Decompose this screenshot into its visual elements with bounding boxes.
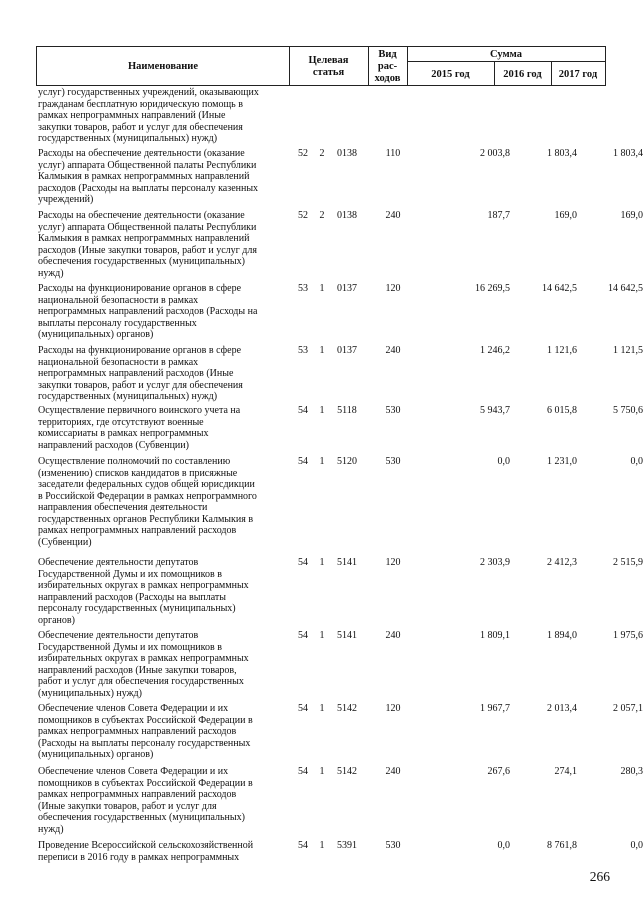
row-sum-2016: 274,1 (554, 766, 577, 777)
header-divider (289, 47, 290, 85)
header-divider (407, 61, 605, 62)
row-name: Расходы на функционирование органов в сфере национальной безопасности в рамках непрограммных направлений расходов (Расходы на выплаты персоналу государственных (муниципальных) органов) (38, 283, 258, 340)
row-expense-kind: 120 (385, 703, 401, 714)
row-name: Осуществление первичного воинского учета на территориях, где отсутствуют военные комиссариаты в рамках непрограммных направлений расходов (Субвенции) (38, 405, 241, 451)
row-expense-kind: 240 (385, 345, 401, 356)
row-sum-2017: 14 642,5 (608, 283, 643, 294)
row-sum-2016: 169,0 (554, 210, 577, 221)
header-sum: Сумма (490, 49, 522, 60)
row-sum-2017: 1 121,5 (613, 345, 643, 356)
row-code-3: 5141 (337, 630, 357, 641)
row-code-2: 1 (319, 456, 325, 467)
row-code-1: 53 (298, 345, 308, 356)
row-code-2: 2 (319, 210, 325, 221)
row-sum-2015: 16 269,5 (475, 283, 510, 294)
row-sum-2015: 2 003,8 (480, 148, 510, 159)
row-code-1: 52 (298, 210, 308, 221)
row-code-1: 54 (298, 405, 308, 416)
row-sum-2015: 2 303,9 (480, 557, 510, 568)
row-code-3: 0138 (337, 210, 357, 221)
row-code-3: 0138 (337, 148, 357, 159)
row-sum-2015: 267,6 (487, 766, 510, 777)
header-name: Наименование (128, 61, 198, 72)
row-sum-2016: 1 803,4 (547, 148, 577, 159)
row-code-3: 5118 (337, 405, 357, 416)
row-expense-kind: 120 (385, 283, 401, 294)
row-sum-2017: 280,3 (620, 766, 643, 777)
row-code-2: 1 (319, 345, 325, 356)
row-expense-kind: 530 (385, 840, 401, 851)
row-sum-2016: 1 231,0 (547, 456, 577, 467)
header-kind-1: Вид (378, 49, 397, 60)
row-sum-2016: 8 761,8 (547, 840, 577, 851)
row-code-2: 1 (319, 766, 325, 777)
header-target-2: статья (312, 67, 345, 78)
row-sum-2017: 0,0 (630, 456, 643, 467)
row-code-2: 2 (319, 148, 325, 159)
page-number: 266 (589, 869, 610, 884)
row-name: Осуществление полномочий по составлению (изменению) списков кандидатов в присяжные заседатели федеральных судов общей юрисдикции в Российской Федерации в рамках непрограммного направления обеспечения деятельности государственных органов Республики Калмыкия в рамках непрограммных направлений расходов (Субвенции) (38, 456, 257, 548)
row-name: Обеспечение членов Совета Федерации и их помощников в субъектах Российской Федерации в рамках непрограммных направлений расходов (Иные закупки товаров, работ и услуг для обеспечения государственных (муниципальных) нужд) (38, 766, 253, 835)
header-kind-3: ходов (374, 73, 401, 84)
row-sum-2016: 2 013,4 (547, 703, 577, 714)
row-code-2: 1 (319, 557, 325, 568)
row-sum-2015: 0,0 (497, 840, 510, 851)
row-sum-2016: 1 121,6 (547, 345, 577, 356)
row-name: Проведение Всероссийской сельскохозяйственной переписи в 2016 году в рамках непрограммных (38, 840, 254, 863)
row-code-2: 1 (319, 840, 325, 851)
row-sum-2017: 1 975,6 (613, 630, 643, 641)
row-code-3: 0137 (337, 345, 357, 356)
table-header (36, 46, 606, 86)
row-sum-2016: 6 015,8 (547, 405, 577, 416)
row-sum-2015: 1 967,7 (480, 703, 510, 714)
row-name: Обеспечение деятельности депутатов Государственной Думы и их помощников в избирательных округах в рамках непрограммных направлений расходов (Расходы на выплаты персоналу государственных (муниципальных) органов) (38, 557, 249, 626)
header-target-1: Целевая (308, 55, 349, 66)
row-code-1: 52 (298, 148, 308, 159)
row-sum-2017: 2 515,9 (613, 557, 643, 568)
header-year-2017: 2017 год (558, 69, 598, 80)
header-year-2015: 2015 год (431, 69, 470, 80)
row-code-1: 54 (298, 766, 308, 777)
row-sum-2017: 1 803,4 (613, 148, 643, 159)
row-expense-kind: 120 (385, 557, 401, 568)
row-code-2: 1 (319, 630, 325, 641)
row-sum-2015: 187,7 (487, 210, 510, 221)
row-expense-kind: 110 (385, 148, 401, 159)
row-code-3: 0137 (337, 283, 357, 294)
row-sum-2015: 0,0 (497, 456, 510, 467)
row-code-1: 54 (298, 703, 308, 714)
row-sum-2017: 2 057,1 (613, 703, 643, 714)
row-expense-kind: 530 (385, 456, 401, 467)
row-sum-2016: 1 894,0 (547, 630, 577, 641)
row-code-1: 54 (298, 557, 308, 568)
row-code-2: 1 (319, 405, 325, 416)
row-name: Обеспечение деятельности депутатов Государственной Думы и их помощников в избирательных округах в рамках непрограммных направлений расходов (Иные закупки товаров, работ и услуг для обеспечения государственных (муниципальных) нужд) (38, 630, 249, 699)
row-code-3: 5391 (337, 840, 357, 851)
row-code-1: 54 (298, 456, 308, 467)
row-name: Обеспечение членов Совета Федерации и их помощников в субъектах Российской Федерации в рамках непрограммных направлений расходов (Расходы на выплаты персоналу государственных (муниципальных) органов) (38, 703, 253, 760)
row-expense-kind: 530 (385, 405, 401, 416)
row-sum-2017: 0,0 (630, 840, 643, 851)
row-name: Расходы на обеспечение деятельности (оказание услуг) аппарата Общественной палаты Республики Калмыкия в рамках непрограммных направлений расходов (Иные закупки товаров, работ и услуг для обеспечения государственных (муниципальных) нужд) (38, 210, 257, 279)
row-sum-2016: 14 642,5 (542, 283, 577, 294)
row-name: Расходы на обеспечение деятельности (оказание услуг) аппарата Общественной палаты Республики Калмыкия в рамках непрограммных направлений расходов (Расходы на выплаты персоналу казенных учреждений) (38, 148, 259, 205)
row-sum-2017: 5 750,6 (613, 405, 643, 416)
row-sum-2015: 1 246,2 (480, 345, 510, 356)
row-code-1: 53 (298, 283, 308, 294)
row-sum-2017: 169,0 (620, 210, 643, 221)
row-code-3: 5142 (337, 766, 357, 777)
header-year-2016: 2016 год (503, 69, 542, 80)
row-code-2: 1 (319, 283, 325, 294)
row-sum-2016: 2 412,3 (547, 557, 577, 568)
row-name: Расходы на функционирование органов в сфере национальной безопасности в рамках непрограммных направлений расходов (Иные закупки товаров, работ и услуг для обеспечения государственных (муниципальных) нужд) (38, 345, 243, 402)
row-code-1: 54 (298, 840, 308, 851)
row-code-3: 5142 (337, 703, 357, 714)
row-expense-kind: 240 (385, 210, 401, 221)
row-code-3: 5141 (337, 557, 357, 568)
header-kind-2: рас- (377, 61, 398, 72)
row-expense-kind: 240 (385, 630, 401, 641)
row-code-3: 5120 (337, 456, 357, 467)
row-code-1: 54 (298, 630, 308, 641)
row-sum-2015: 5 943,7 (480, 405, 510, 416)
row-expense-kind: 240 (385, 766, 401, 777)
row-name: услуг) государственных учреждений, оказывающих гражданам бесплатную юридическую помощь в рамках непрограммных направлений (Иные закупки товаров, работ и услуг для обеспечения государственных (муниципальных) нужд) (38, 87, 259, 144)
row-sum-2015: 1 809,1 (480, 630, 510, 641)
row-code-2: 1 (319, 703, 325, 714)
